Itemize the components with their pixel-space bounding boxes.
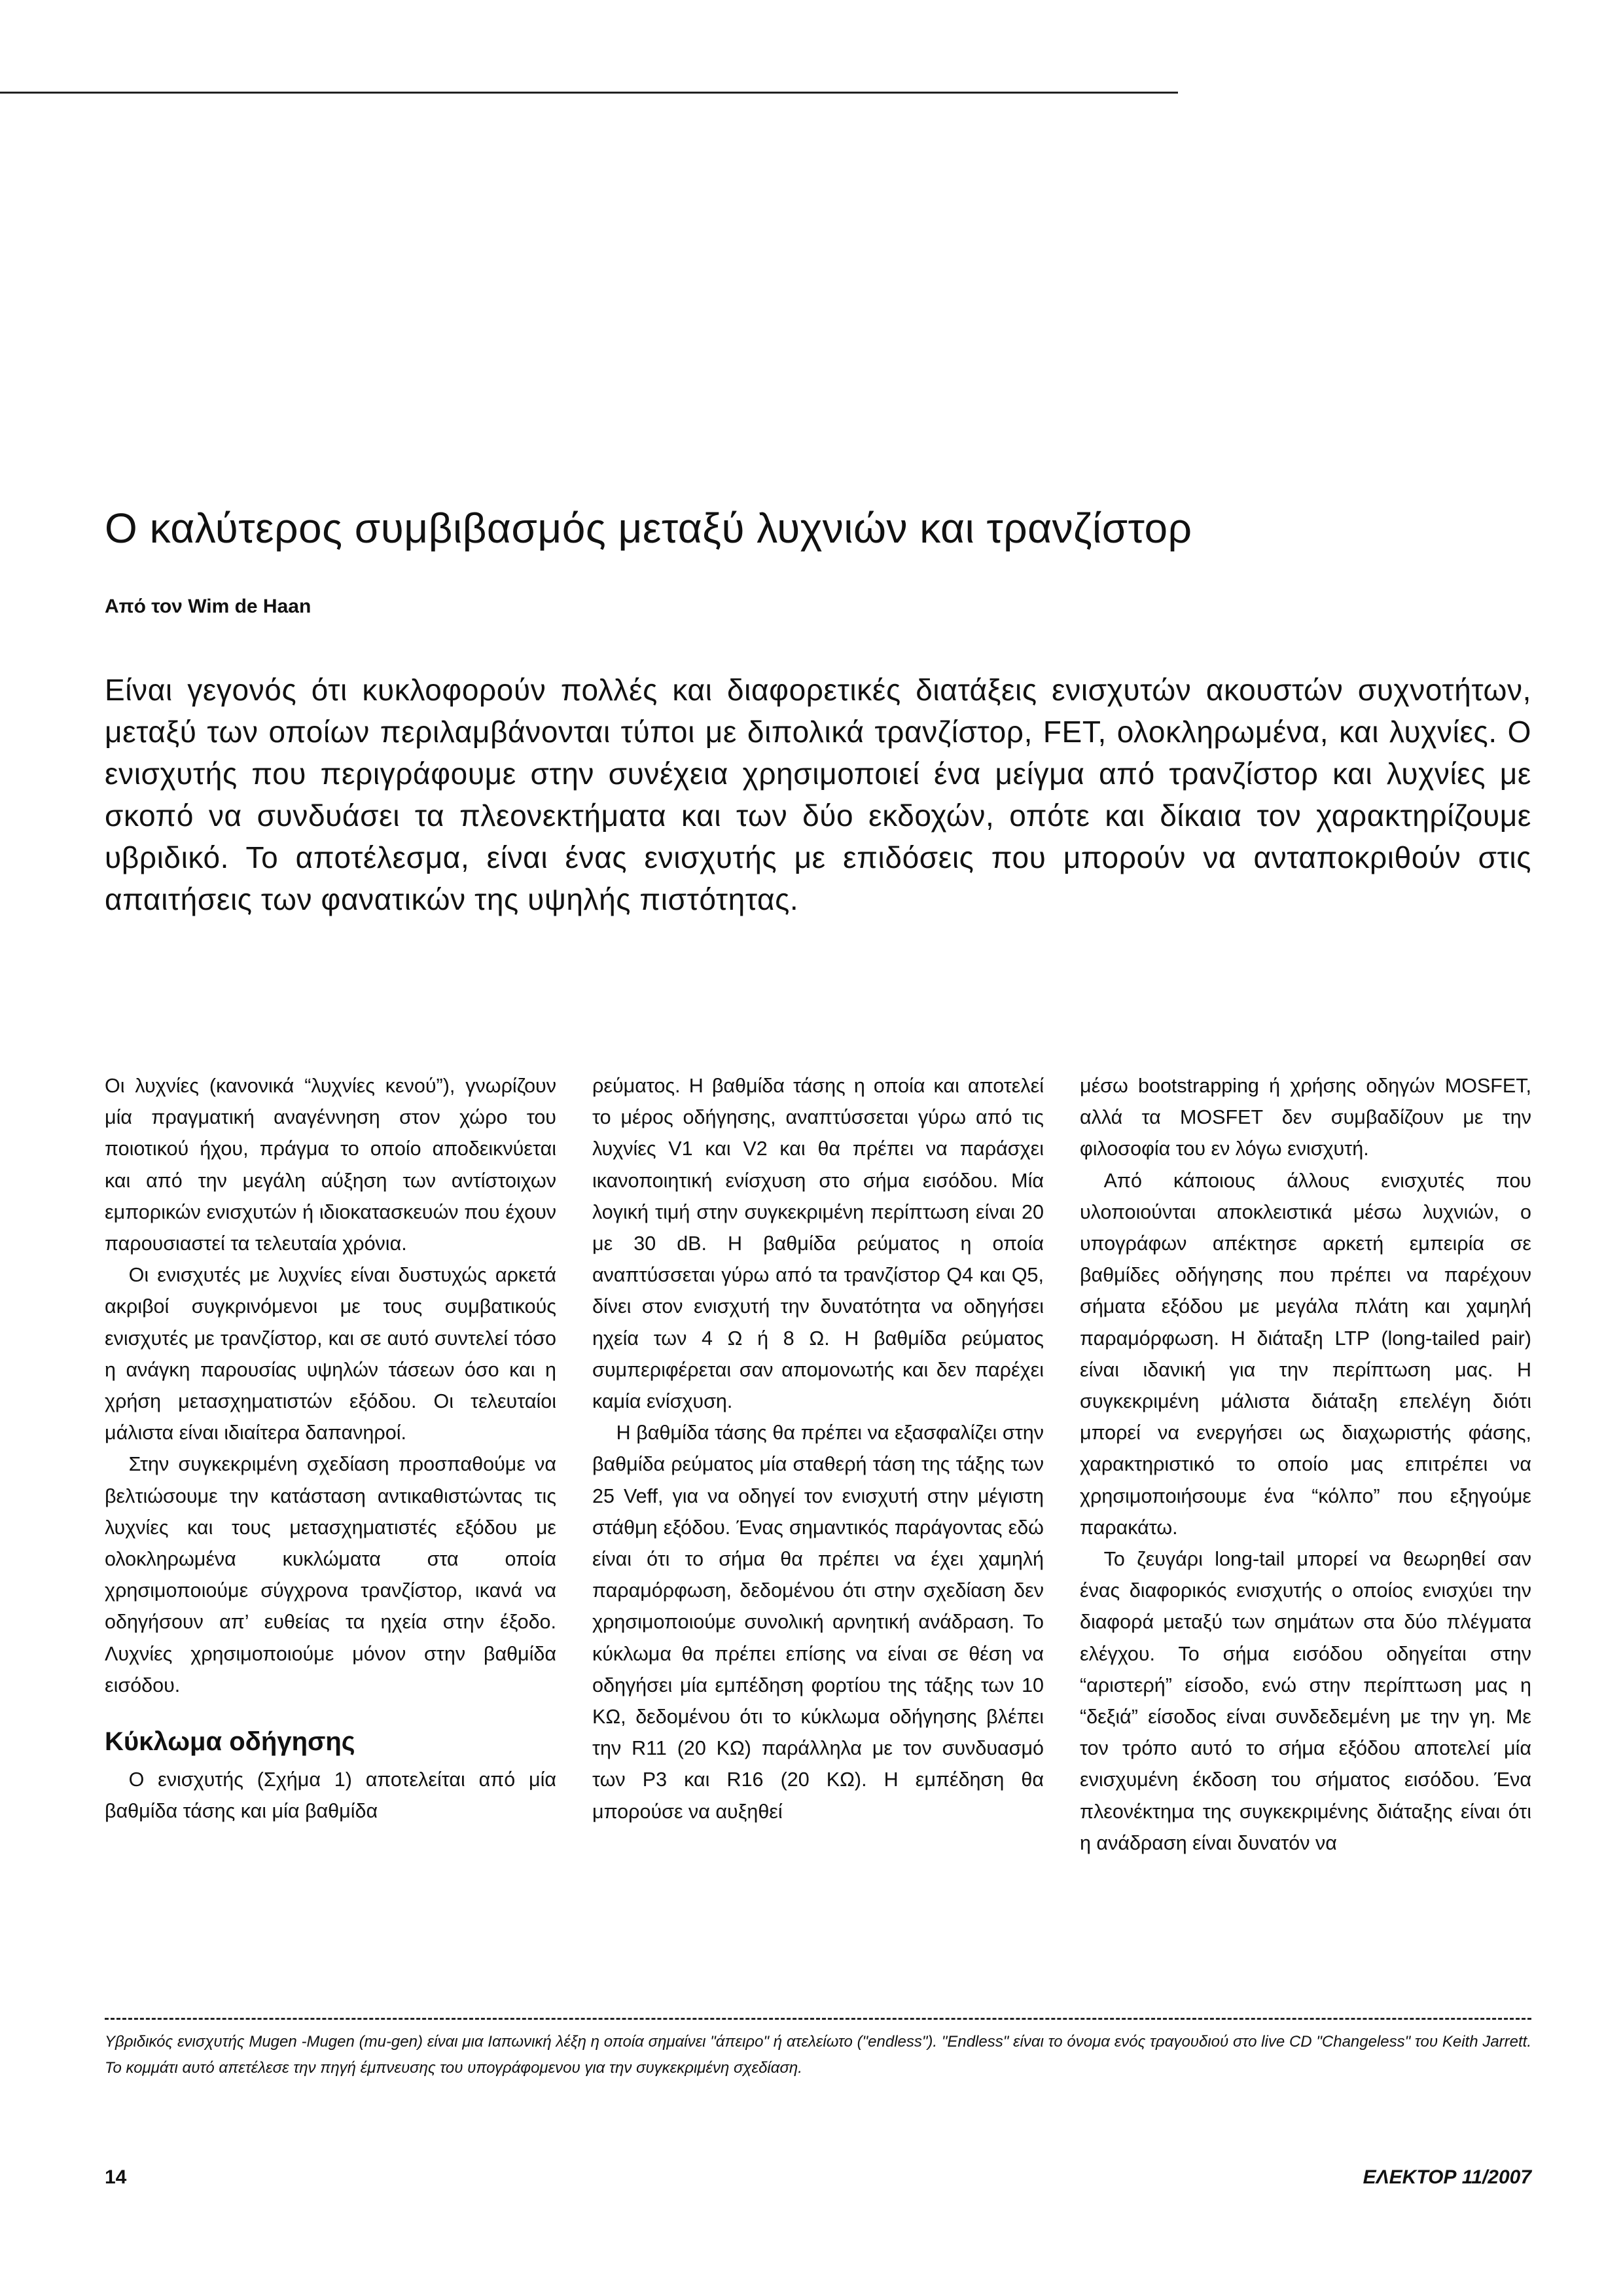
paragraph: Οι ενισχυτές με λυχνίες είναι δυστυχώς αρκετά ακριβοί συγκρινόμενοι με τους συμβατικούς ενισχυτές με τρανζίστορ, και σε αυτό συντελεί τόσο η ανάγκη παρουσίας υψηλών τάσεων όσο και η χρήση μετασχηματιστών εξόδου. Οι τελευταίοι μάλιστα είναι ιδιαίτερα δαπανηροί. bbox=[105, 1264, 556, 1444]
footnote-divider bbox=[105, 2018, 1531, 2020]
paragraph: ρεύματος. Η βαθμίδα τάσης η οποία και αποτελεί το μέρος οδήγησης, αναπτύσσεται γύρω από τις λυχνίες V1 και V2 και θα πρέπει να παράσχει ικανοποιητική ενίσχυση στο σήμα εισόδου. Μία λογική τιμή στην συγκεκριμένη περίπτωση είναι 20 με 30 dB. Η βαθμίδα ρεύματος η οποία αναπτύσσεται γύρω από τα τρανζίστορ Q4 και Q5, δίνει στον ενισχυτή την δυνατότητα να οδηγήσει ηχεία των 4 Ω ή 8 Ω. Η βαθμίδα ρεύματος συμπεριφέρεται σαν απομονωτής και δεν παρέχει καμία ενίσχυση. bbox=[592, 1075, 1044, 1413]
column-3 bbox=[1080, 1070, 1531, 1859]
paragraph: μέσω bootstrapping ή χρήσης οδηγών MOSFET, αλλά τα MOSFET δεν συμβαδίζουν με την φιλοσοφία του εν λόγω ενισχυτή. bbox=[1080, 1075, 1531, 1160]
paragraph: Οι λυχνίες (κανονικά “λυχνίες κενού”), γνωρίζουν μία πραγματική αναγέννηση στον χώρο του ποιοτικού ήχου, πράγμα το οποίο αποδεικνύεται και από την μεγάλη αύξηση των αντίστοιχων εμπορικών ενισχυτών ή ιδιοκατασκευών που έχουν παρουσιαστεί τα τελευταία χρόνια. bbox=[105, 1075, 556, 1255]
page-number: 14 bbox=[105, 2166, 127, 2188]
paragraph: Η βαθμίδα τάσης θα πρέπει να εξασφαλίζει στην βαθμίδα ρεύματος μία σταθερή τάση της τάξης των 25 Veff, για να οδηγεί τον ενισχυτή στην μέγιστη στάθμη εξόδου. Ένας σημαντικός παράγοντας εδώ είναι ότι το σήμα θα πρέπει να έχει χαμηλή παραμόρφωση, δεδομένου ότι στην σχεδίαση δεν χρησιμοποιούμε συνολική αρνητική ανάδραση. Το κύκλωμα θα πρέπει επίσης να είναι σε θέση να οδηγήσει μία εμπέδηση φορτίου της τάξης των 10 KΩ, δεδομένου ότι το κύκλωμα οδήγησης βλέπει την R11 (20 KΩ) παράλληλα με τον συνδυασμό των P3 και R16 (20 KΩ). Η εμπέδηση θα μπορούσε να αυξηθεί bbox=[592, 1422, 1044, 1823]
lead-paragraph: Είναι γεγονός ότι κυκλοφορούν πολλές και διαφορετικές διατάξεις ενισχυτών ακουστών συχνοτήτων, μεταξύ των οποίων περιλαμβάνονται τύποι με διπολικά τρανζίστορ, FET, ολοκληρωμένα, και λυχνίες. Ο ενισχυτής που περιγράφουμε στην συνέχεια χρησιμοποιεί ένα μείγμα από τρανζίστορ και λυχνίες με σκοπό να συνδυάσει τα πλεονεκτήματα και των δύο εκδοχών, οπότε και δίκαια τον χαρακτηρίζουμε υβριδικό. Το αποτέλεσμα, είναι ένας ενισχυτής με επιδόσεις που μπορούν να ανταποκριθούν στις απαιτήσεις των φανατικών της υψηλής πιστότητας. bbox=[105, 673, 1531, 916]
paragraph: Στην συγκεκριμένη σχεδίαση προσπαθούμε να βελτιώσουμε την κατάσταση αντικαθιστώντας τις λυχνίες και τους μετασχηματιστές εξόδου με ολοκληρωμένα κυκλώματα στα οποία χρησιμοποιούμε σύγχρονα τρανζίστορ, ικανά να οδηγήσουν απ’ ευθείας τα ηχεία στην έξοδο. Λυχνίες χρησιμοποιούμε μόνον στην βαθμίδα εισόδου. bbox=[105, 1453, 556, 1696]
footnote: Υβριδικός ενισχυτής Mugen -Mugen (mu-gen) είναι μια Ιαπωνική λέξη η οποία σημαίνει "άπειρο" ή ατελείωτο ("endless"). "Endless" είναι το όνομα ενός τραγουδιού στο live CD "Changeless" του Keith Jarrett. Το κομμάτι αυτό απετέλεσε την πηγή έμπνευσης του υπογράφομενου για την συγκεκριμένη σχεδίαση. bbox=[105, 2033, 1531, 2077]
section-heading: Κύκλωμα οδήγησης bbox=[105, 1727, 355, 1757]
article-title: Ο καλύτερος συμβιβασμός μεταξύ λυχνιών και τρανζίστορ bbox=[105, 505, 1192, 552]
paragraph: Ο ενισχυτής (Σχήμα 1) αποτελείται από μία βαθμίδα τάσης και μία βαθμίδα bbox=[105, 1768, 556, 1823]
magazine-issue: ΕΛΕΚΤΟΡ 11/2007 bbox=[1363, 2166, 1531, 2188]
column-2 bbox=[592, 1070, 1044, 1827]
column-1 bbox=[105, 1070, 556, 1827]
paragraph: Από κάποιους άλλους ενισχυτές που υλοποιούνται αποκλειστικά μέσω λυχνιών, ο υπογράφων απέκτησε αρκετή εμπειρία σε βαθμίδες οδήγησης που πρέπει να παρέχουν σήματα εξόδου με μεγάλα πλάτη και χαμηλή παραμόρφωση. Η διάταξη LTP (long-tailed pair) είναι ιδανική για την περίπτωση μας. Η συγκεκριμένη μάλιστα διάταξη επελέγη διότι μπορεί να ενεργήσει ως διαχωριστής φάσης, χαρακτηριστικό το οποίο μας επιτρέπει να χρησιμοποιήσουμε ένα “κόλπο” που εξηγούμε παρακάτω. bbox=[1080, 1169, 1531, 1539]
paragraph: Το ζευγάρι long-tail μπορεί να θεωρηθεί σαν ένας διαφορικός ενισχυτής ο οποίος ενισχύει την διαφορά μεταξύ των σημάτων στα δύο πλέγματα ελέγχου. Το σήμα εισόδου οδηγείται στην “αριστερή” είσοδο, ενώ στην περίπτωση μας η “δεξιά” είσοδος είναι συνδεδεμένη με την γη. Με τον τρόπο αυτό το σήμα εξόδου αποτελεί μία ενισχυμένη έκδοση του σήματος εισόδου. Ένα πλεονέκτημα της συγκεκριμένης διάταξης είναι ότι η ανάδραση είναι δυνατόν να bbox=[1080, 1548, 1531, 1854]
byline: Από τον Wim de Haan bbox=[105, 596, 312, 617]
top-rule bbox=[0, 92, 1178, 94]
